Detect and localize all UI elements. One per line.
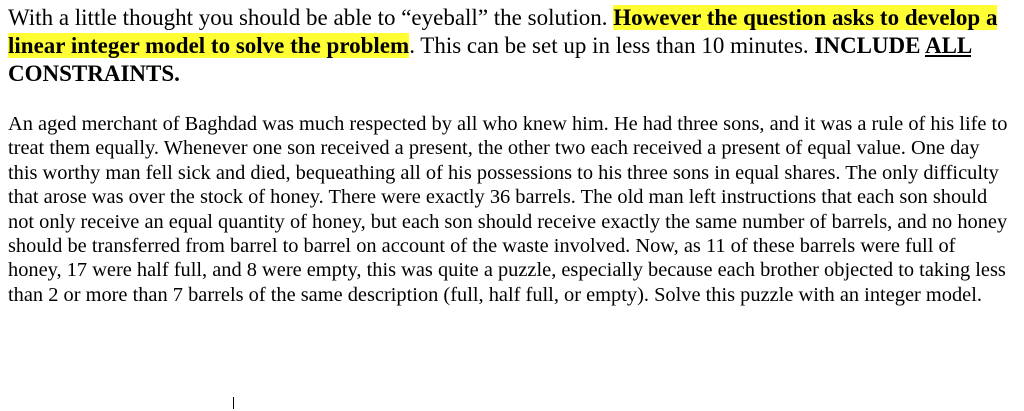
include-emphasis: INCLUDE <box>814 33 925 58</box>
instructions-lead: With a little thought you should be able to “eyeball” the solution. <box>8 5 614 30</box>
text-cursor <box>233 397 234 409</box>
problem-statement: An aged merchant of Baghdad was much respected by all who knew him. He had three sons, and it was a rule of his life to treat them equally. Whenever one son received a present, the other two each received a present of equal value. One day this worthy man fell sick and died, bequeathing all of his possessions to his three sons in equal shares. The only difficulty that arose was over the stock of honey. There were exactly 36 barrels. The old man left instructions that each son should not only receive an equal quantity of honey, but each son should receive exactly the same number of barrels, and no honey should be transferred from barrel to barrel on account of the waste involved. Now, as 11 of these barrels were full of honey, 17 were half full, and 8 were empty, this was quite a puzzle, especially because each brother objected to taking less than 2 or more than 7 barrels of the same description (full, half full, or empty). Solve this puzzle with an integer model. <box>8 113 1008 306</box>
instructions-time-note: . This can be set up in less than 10 minutes. <box>409 33 815 58</box>
constraints-emphasis: CONSTRAINTS. <box>8 61 180 86</box>
instructions-paragraph <box>8 4 1008 88</box>
all-emphasis: ALL <box>924 33 971 58</box>
highlighted-requirement: However the question asks to develop a linear integer model to solve the problem <box>8 5 998 58</box>
